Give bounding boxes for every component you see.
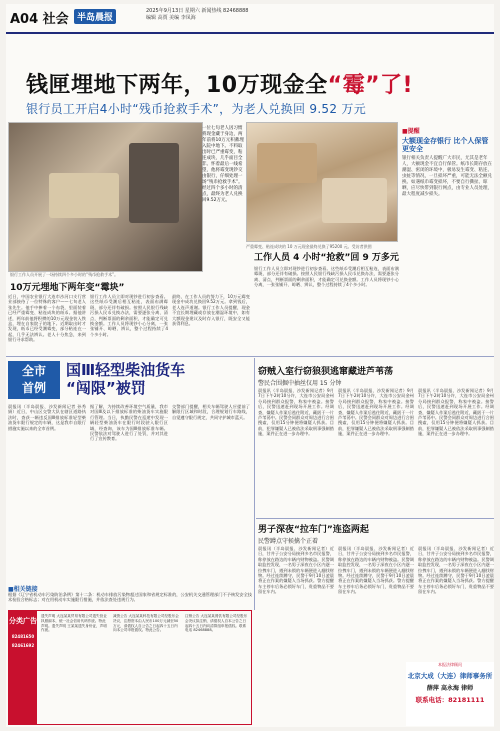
feature-body-col1: 晨报讯（半岛晨报、沙发新闻记者 孙秀娟）近日，中山区交警大队在辖区道路执法时，查获一辆违反国Ⅲ排放标准轻型柴油货车限行规定的车辆，这是我市自限行措施实施以来的全市首例。 (8, 404, 86, 431)
related-link-text: 根据《辽宁省机动车污染防治条例》第十二条：机动车排放污染物超过国家和省规定标准的，公安机关交通管理部门不予核发安全技术检验合格标志；对在用机动车实施限行措施，并依法查处违规行为。 (8, 592, 252, 603)
classified-ads (8, 610, 252, 725)
lead-subtitle-2: 工作人员 4 小时“抢救”回 9 万多元 (254, 253, 399, 263)
related-link-tag: ■相关链接 (8, 586, 38, 593)
badge-line1: 全市 (21, 364, 46, 378)
ads-phone1: 82481650 (11, 634, 35, 639)
paper-logo: 半岛晨报 (74, 9, 116, 24)
lead-photo-moldy-cash (246, 122, 398, 242)
feature-headline-line2: “闯限”被罚 (66, 379, 146, 397)
news2-headline: 窃贼入室行窃狼狈逃窜藏进芦苇荡 (258, 367, 394, 377)
news-divider (256, 518, 494, 519)
feature-body-col2: 据了解，为持续改善环境空气质量，我市对国Ⅲ及以下排放标准的柴油货车实施限行管理。当日，执勤民警在巡逻中发现一辆轻型柴油货车在限行时段驶入限行区域，经查询，该车为国Ⅲ排放标准车辆。民警依法对驾驶人进行了处罚，并对其进行了宣传教育。 (90, 404, 168, 442)
first-case-badge (8, 361, 60, 399)
badge-line2: 首例 (21, 381, 46, 395)
news2-body-col3: 晨报讯（半岛晨报、沙发新闻记者）9月7日下午2时10分许，大连市公安局金州分局接到群众报警，称家中被盗。接警后，民警迅速赶到现场开展工作。经调查，嫌疑人作案后逃往附近，藏匿于一片芦苇荡中。民警会同群众对周边进行合围搜索，仅用15分钟便将嫌疑人抓获。目前，犯罪嫌疑人已被依法采取刑事强制措施，案件正在进一步办理中。 (418, 388, 494, 437)
feature-headline-line1: 国Ⅲ轻型柴油货车 (66, 361, 186, 379)
photo-staff-figure (129, 143, 179, 223)
section-divider (6, 356, 494, 357)
photo-banknote-pile (49, 173, 119, 218)
sidebar-tag: ■提醒 (402, 128, 420, 135)
lead-photo-bank-staff (8, 122, 203, 272)
header-editor-line: 编辑 高贾 美编 李凤海 (146, 15, 196, 21)
lead-headline (26, 68, 413, 99)
lead-body-col3: 最终，在工作人员的努力下，10万元霉变现金中成功兑换回9.52万元。拿到钱后，老人连声道谢。银行工作人员提醒，现金不宜长期埋藏或存放在潮湿环境中，如有大额现金建议及时存入银行，既安全又能获得利息。 (172, 294, 250, 327)
header-date-line: 2025年9月13日 星期六 新闻热线 82468888 (146, 8, 249, 14)
sidebar-title: 大额现金存银行 比个人保管更安全 (402, 137, 489, 153)
lead-headline-accent: “霉”了! (327, 73, 414, 98)
sidebar-text: 银行相关负责人提醒广大市民，尤其是老年人，大额现金不宜自行保管。纸币长期存放在潮湿、密闭的环境中，极易发生霉变、粘连、虫蛀等情况，一旦损坏严重，可能无法全额兑换。如遇纸币霉变损坏，不要自行撕扯、晾晒，应尽快带到银行网点，由专业人员处理，最大程度减少损失。 (402, 156, 492, 197)
news3-subheadline: 民警蹲点守候擒个正着 (258, 538, 319, 545)
photo2-caption: 严重霉变、粘连成块的 10 万元现金最终兑换了95200 元。受访者供图 (246, 244, 372, 249)
lead-body-col1: 近日，中国农业银行大连市沙河口支行营业部接待了一位特殊的客户——七旬老人张先生。他手中捧着一个布袋，里面装着已经严重霉变、粘连成块的纸币。据他讲述，两年前他将积攒的10万元现金装入铁盒，埋在自家院子的地下。近期取出时才发现，纸币已经受潮霉变，部分粘连在一起，几乎无法辨认。老人十分焦急，来到银行寻求帮助。 (8, 294, 86, 343)
lead-subheadline: 银行员工开启4小时“残币抢救手术”，为老人兑换回 9.52 万元 (26, 102, 367, 116)
law-firm: 北京大成（大连）律师事务所 (407, 672, 493, 680)
page-section-label: A04 社会 (10, 12, 69, 27)
header-meta (146, 8, 249, 22)
law-phone: 联系电话：82181111 (415, 696, 485, 704)
lead-subtitle-1: 10万元埋地下两年变“霉块” (10, 283, 125, 293)
lead-body-col2: 银行工作人员立即对现钞进行初步查看。这些纸币受潮后相互粘连，表面布满霉斑，部分还伴有破损。按照人民银行残缺污损人民币兑换办法，需要逐张分离、清点，判断票面的剩余面积，才能确定可兑换金额。工作人员将现钞小心分离，一张张铺开、晾晒、辨认，整个过程持续了4个多小时。 (90, 294, 168, 337)
news3-body-col3: 晨报讯（半岛晨报、沙发新闻记者）近日，甘井子公安分局接到多名市民报警，称停放在路边的车辆内财物被盗。民警调取监控发现，一名男子深夜在小区内逐一拉拽车门，遇到未锁的车辆便进入翻找财物。经过连续蹲守，民警于9月10日凌晨将正在作案的嫌疑人当场抓获。警方提醒车主停车后务必锁好车门，贵重物品不要留在车内。 (418, 546, 494, 595)
news2-subheadline: 警民合围掘中抽丝仅用 15 分钟 (258, 380, 342, 387)
ads-col3: 注销公告 大连某某餐饮有限公司经股东会决议拟注销，请债权人自本公告之日起四十五日内向清算组申报债权。联系电话 82468888。 (185, 614, 248, 633)
lead-headline-main: 钱匣埋地下两年，10万现金全 (26, 73, 328, 98)
ads-label: 分类广告 (9, 617, 37, 625)
news3-headline: 男子深夜“拉车门”连盗两起 (258, 525, 369, 535)
newspaper-page (6, 4, 494, 727)
page-header (6, 4, 494, 34)
photo-cash-block (257, 143, 317, 183)
law-lawyers: 薛萍 高永海 律师 (426, 685, 474, 692)
law-label: 本报法律顾问 (438, 662, 462, 667)
photo1-caption: 银行工作人员开展了一场持续四个多小时的“残币抢救手术”。 (10, 272, 119, 277)
ads-col2: 减资公告 大连某某科技有限公司经股东会决议，注册资本由人民币100万元减至50万元，请债权人自公告之日起四十五日内向本公司申报债权。特此公告。 (113, 614, 179, 633)
ads-label-box (9, 611, 37, 724)
news2-body-col1: 晨报讯（半岛晨报、沙发新闻记者）9月7日下午2时10分许，大连市公安局金州分局接到群众报警，称家中被盗。接警后，民警迅速赶到现场开展工作。经调查，嫌疑人作案后逃往附近，藏匿于一片芦苇荡中。民警会同群众对周边进行合围搜索，仅用15分钟便将嫌疑人抓获。目前，犯罪嫌疑人已被依法采取刑事强制措施，案件正在进一步办理中。 (258, 388, 334, 437)
lead-intro: 一位七旬老人因习惯将现金藏于身边，两年前将10万元积蓄埋入院中地下。不料取出时已严重霉变，粘连成块，几乎面目全非。怀着最后一线希望，他将霉变现钞交由银行，仔细处理一场“残币抢救手术”。经过四个多小时的清点，最终为老人兑换回9.52万元。 (202, 126, 244, 203)
photo-cash-block (322, 178, 387, 223)
ads-phone2: 82461692 (11, 643, 35, 648)
reminder-sidebar (402, 126, 494, 346)
feature-headline (66, 361, 185, 397)
ads-col1: 遗失声明 大连某某贸易有限公司遗失营业执照副本，统一社会信用代码作废。特此声明。遗失声明 王某某遗失身份证，声明作废。 (41, 614, 107, 633)
column-divider (254, 358, 255, 610)
news3-body-col1: 晨报讯（半岛晨报、沙发新闻记者）近日，甘井子公安分局接到多名市民报警，称停放在路边的车辆内财物被盗。民警调取监控发现，一名男子深夜在小区内逐一拉拽车门，遇到未锁的车辆便进入翻找财物。经过连续蹲守，民警于9月10日凌晨将正在作案的嫌疑人当场抓获。警方提醒车主停车后务必锁好车门，贵重物品不要留在车内。 (258, 546, 334, 595)
lead-body-col4: 银行工作人员立即对现钞进行初步查看。这些纸币受潮后相互粘连，表面布满霉斑，部分还伴有破损。按照人民银行残缺污损人民币兑换办法，需要逐张分离、清点，判断票面的剩余面积，才能确定可兑换金额。工作人员将现钞小心分离，一张张铺开、晾晒、辨认，整个过程持续了4个多小时。 (254, 266, 399, 288)
feature-body-col3: 交警部门提醒，相关车辆驾驶人应提前了解限行区域和时段，合理规划行车路线，自觉遵守限行规定，共同守护城市蓝天。 (172, 404, 250, 420)
legal-counsel-box (406, 662, 494, 726)
news2-body-col2: 晨报讯（半岛晨报、沙发新闻记者）9月7日下午2时10分许，大连市公安局金州分局接到群众报警，称家中被盗。接警后，民警迅速赶到现场开展工作。经调查，嫌疑人作案后逃往附近，藏匿于一片芦苇荡中。民警会同群众对周边进行合围搜索，仅用15分钟便将嫌疑人抓获。目前，犯罪嫌疑人已被依法采取刑事强制措施，案件正在进一步办理中。 (338, 388, 414, 437)
news3-body-col2: 晨报讯（半岛晨报、沙发新闻记者）近日，甘井子公安分局接到多名市民报警，称停放在路边的车辆内财物被盗。民警调取监控发现，一名男子深夜在小区内逐一拉拽车门，遇到未锁的车辆便进入翻找财物。经过连续蹲守，民警于9月10日凌晨将正在作案的嫌疑人当场抓获。警方提醒车主停车后务必锁好车门，贵重物品不要留在车内。 (338, 546, 414, 595)
